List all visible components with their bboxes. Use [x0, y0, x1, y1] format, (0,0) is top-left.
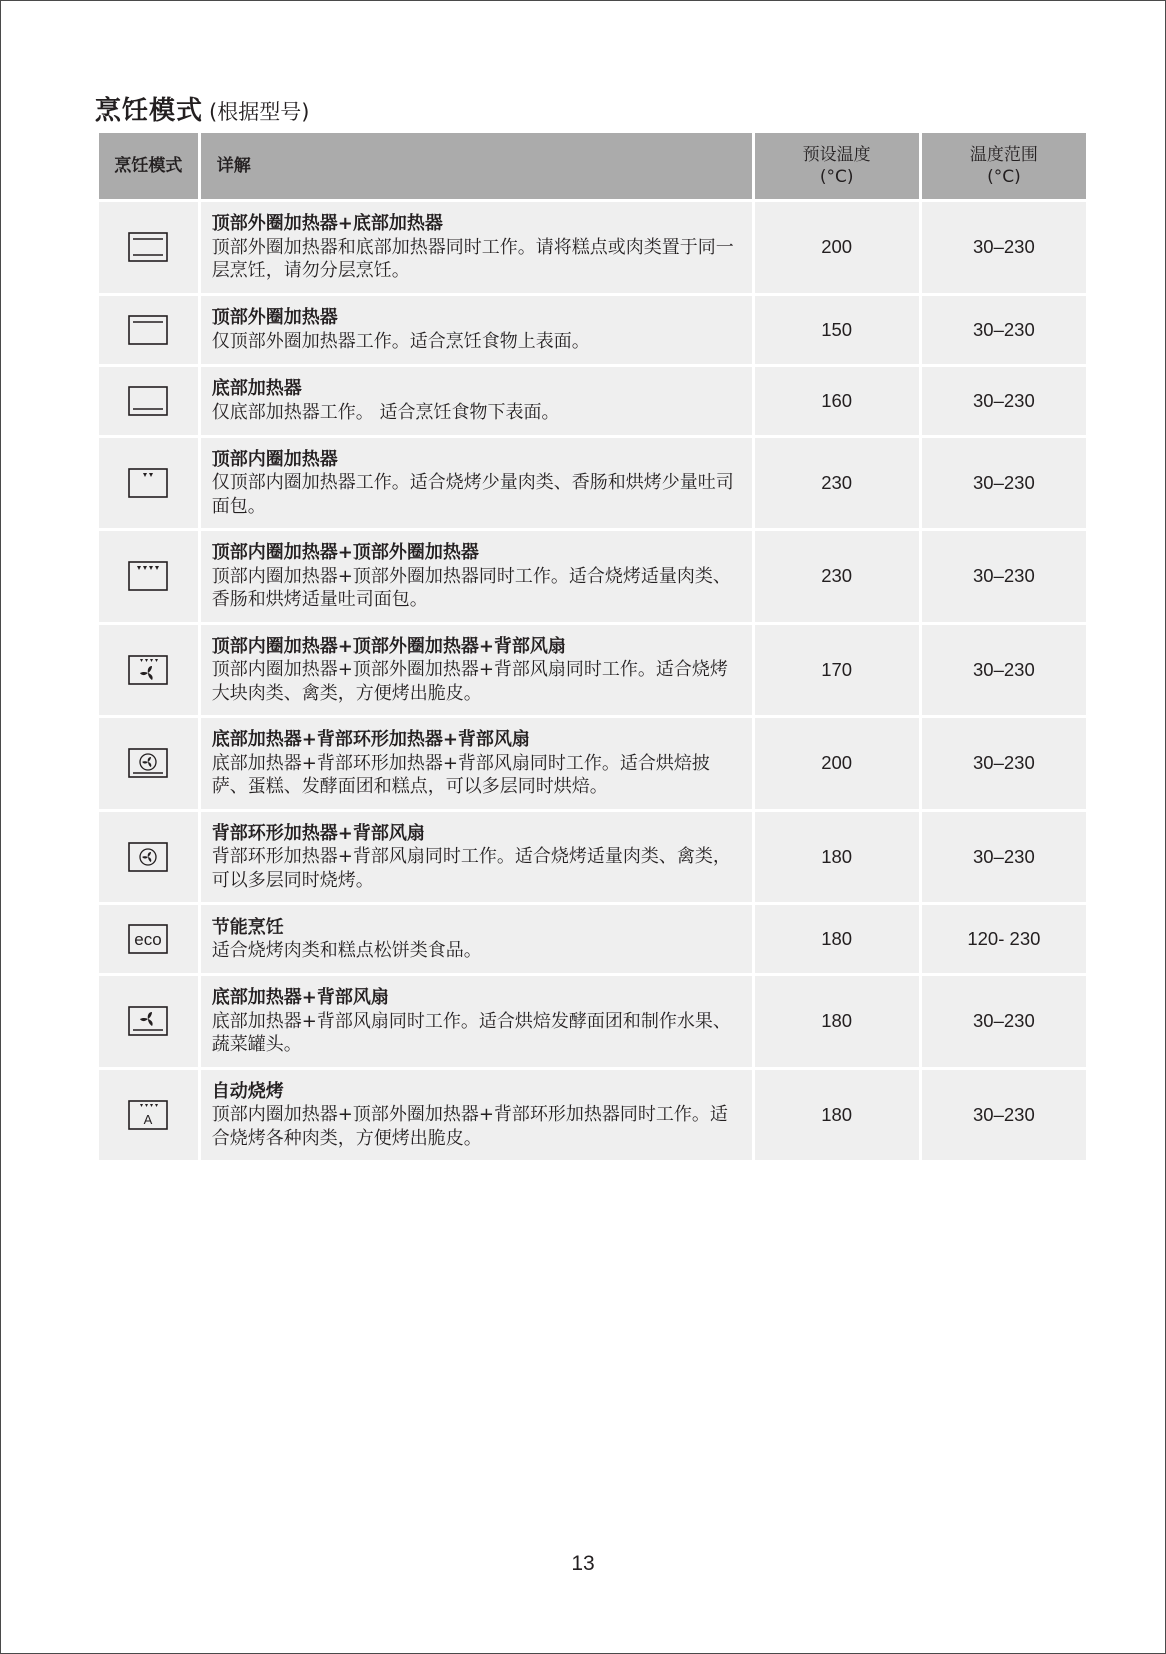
mode-description: 适合烧烤肉类和糕点松饼类食品。 — [211, 940, 482, 961]
section-title-main: 烹饪模式 — [95, 96, 204, 126]
mode-description: 顶部内圈加热器+顶部外圈加热器+背部环形加热器同时工作。适合烧烤各种肉类，方便烤出脆皮。 — [211, 1104, 728, 1149]
temp-range: 30–230 — [922, 1070, 1086, 1161]
mode-description: 顶部外圈加热器和底部加热器同时工作。请将糕点或肉类置于同一层烹饪，请勿分层烹饪。 — [211, 236, 734, 281]
mode-detail — [201, 718, 752, 809]
temp-range: 120- 230 — [922, 905, 1086, 973]
ring-fan-icon — [128, 842, 168, 872]
table-header-row — [99, 133, 1086, 199]
full-grill-icon — [128, 561, 168, 591]
mode-detail — [201, 202, 752, 293]
table-row — [99, 202, 1086, 293]
top-inner-grill-icon — [128, 468, 168, 498]
section-title-sub: (根据型号) — [209, 100, 310, 124]
header-mode: 烹饪模式 — [99, 133, 198, 199]
temp-range: 30–230 — [922, 202, 1086, 293]
mode-name: 底部加热器 — [211, 378, 302, 399]
auto-roast-icon — [128, 1100, 168, 1130]
header-detail: 详解 — [201, 133, 752, 199]
table-row — [99, 438, 1086, 529]
temp-range: 30–230 — [922, 812, 1086, 903]
preset-temp: 200 — [755, 718, 919, 809]
table-row — [99, 531, 1086, 622]
header-preset-temp — [755, 133, 919, 199]
mode-detail — [201, 367, 752, 435]
section-title — [95, 90, 309, 127]
preset-temp: 150 — [755, 296, 919, 364]
mode-icon-cell — [99, 367, 198, 435]
cooking-modes-table — [96, 130, 1089, 1163]
table-row — [99, 976, 1086, 1067]
mode-description: 仅顶部外圈加热器工作。适合烹饪食物上表面。 — [211, 330, 590, 352]
grill-fan-icon — [128, 655, 168, 685]
mode-name: 顶部外圈加热器+底部加热器 — [211, 213, 443, 234]
temp-range: 30–230 — [922, 976, 1086, 1067]
table-row — [99, 812, 1086, 903]
mode-detail — [201, 438, 752, 529]
mode-detail — [201, 812, 752, 903]
mode-detail — [201, 296, 752, 364]
auto-roast-icon-text: A — [144, 1111, 153, 1127]
mode-name: 节能烹饪 — [211, 916, 284, 938]
header-range-label: 温度范围 — [969, 145, 1038, 165]
table-row — [99, 905, 1086, 973]
mode-name: 顶部内圈加热器+顶部外圈加热器 — [211, 542, 479, 563]
preset-temp: 230 — [755, 531, 919, 622]
mode-detail — [201, 976, 752, 1067]
mode-detail — [201, 1070, 752, 1161]
eco-icon — [128, 924, 168, 954]
mode-name: 背部环形加热器+背部风扇 — [211, 822, 425, 844]
mode-name: 底部加热器+背部风扇 — [211, 987, 389, 1008]
mode-icon-cell — [99, 905, 198, 973]
mode-description: 顶部内圈加热器+顶部外圈加热器+背部风扇同时工作。适合烧烤大块肉类、禽类，方便烤出脆皮。 — [211, 659, 728, 704]
preset-temp: 230 — [755, 438, 919, 529]
header-preset-unit: (°C) — [819, 167, 854, 187]
mode-name: 顶部内圈加热器 — [211, 448, 338, 470]
mode-icon-cell — [99, 1070, 198, 1161]
mode-description: 仅底部加热器工作。 适合烹饪食物下表面。 — [211, 401, 560, 423]
top-outer-bottom-heater-icon — [128, 232, 168, 262]
preset-temp: 200 — [755, 202, 919, 293]
temp-range: 30–230 — [922, 367, 1086, 435]
mode-name: 底部加热器+背部环形加热器+背部风扇 — [211, 729, 530, 750]
mode-description: 背部环形加热器+背部风扇同时工作。适合烧烤适量肉类、禽类，可以多层同时烧烤。 — [211, 846, 731, 891]
mode-description: 底部加热器+背部环形加热器+背部风扇同时工作。适合烘焙披萨、蛋糕、发酵面团和糕点，可以多层同时烘焙。 — [211, 752, 710, 797]
temp-range: 30–230 — [922, 296, 1086, 364]
mode-detail — [201, 531, 752, 622]
header-preset-label: 预设温度 — [802, 145, 871, 165]
top-outer-heater-icon — [128, 315, 168, 345]
header-temp-range — [922, 133, 1086, 199]
mode-icon-cell — [99, 812, 198, 903]
mode-detail — [201, 905, 752, 973]
preset-temp: 160 — [755, 367, 919, 435]
page-number: 13 — [571, 1552, 595, 1575]
mode-icon-cell — [99, 976, 198, 1067]
preset-temp: 180 — [755, 1070, 919, 1161]
preset-temp: 180 — [755, 905, 919, 973]
mode-name: 顶部外圈加热器 — [211, 307, 338, 328]
temp-range: 30–230 — [922, 625, 1086, 716]
table-row — [99, 296, 1086, 364]
eco-icon-text: eco — [134, 930, 163, 949]
mode-description: 底部加热器+背部风扇同时工作。适合烘焙发酵面团和制作水果、蔬菜罐头。 — [211, 1010, 731, 1055]
mode-name: 自动烧烤 — [211, 1080, 284, 1102]
mode-description: 顶部内圈加热器+顶部外圈加热器同时工作。适合烧烤适量肉类、香肠和烘烤适量吐司面包。 — [211, 565, 731, 610]
bottom-fan-icon — [128, 1006, 168, 1036]
header-range-unit: (°C) — [987, 167, 1021, 187]
mode-icon-cell — [99, 438, 198, 529]
mode-description: 仅顶部内圈加热器工作。适合烧烤少量肉类、香肠和烘烤少量吐司面包。 — [211, 472, 734, 517]
table-row — [99, 1070, 1086, 1161]
temp-range: 30–230 — [922, 531, 1086, 622]
mode-icon-cell — [99, 531, 198, 622]
temp-range: 30–230 — [922, 438, 1086, 529]
table-row — [99, 367, 1086, 435]
table-row — [99, 625, 1086, 716]
temp-range: 30–230 — [922, 718, 1086, 809]
preset-temp: 170 — [755, 625, 919, 716]
preset-temp: 180 — [755, 976, 919, 1067]
mode-icon-cell — [99, 718, 198, 809]
bottom-ring-fan-icon — [128, 748, 168, 778]
mode-name: 顶部内圈加热器+顶部外圈加热器+背部风扇 — [211, 635, 566, 657]
bottom-heater-icon — [128, 386, 168, 416]
mode-icon-cell — [99, 625, 198, 716]
table-row — [99, 718, 1086, 809]
mode-icon-cell — [99, 202, 198, 293]
preset-temp: 180 — [755, 812, 919, 903]
mode-detail — [201, 625, 752, 716]
mode-icon-cell — [99, 296, 198, 364]
